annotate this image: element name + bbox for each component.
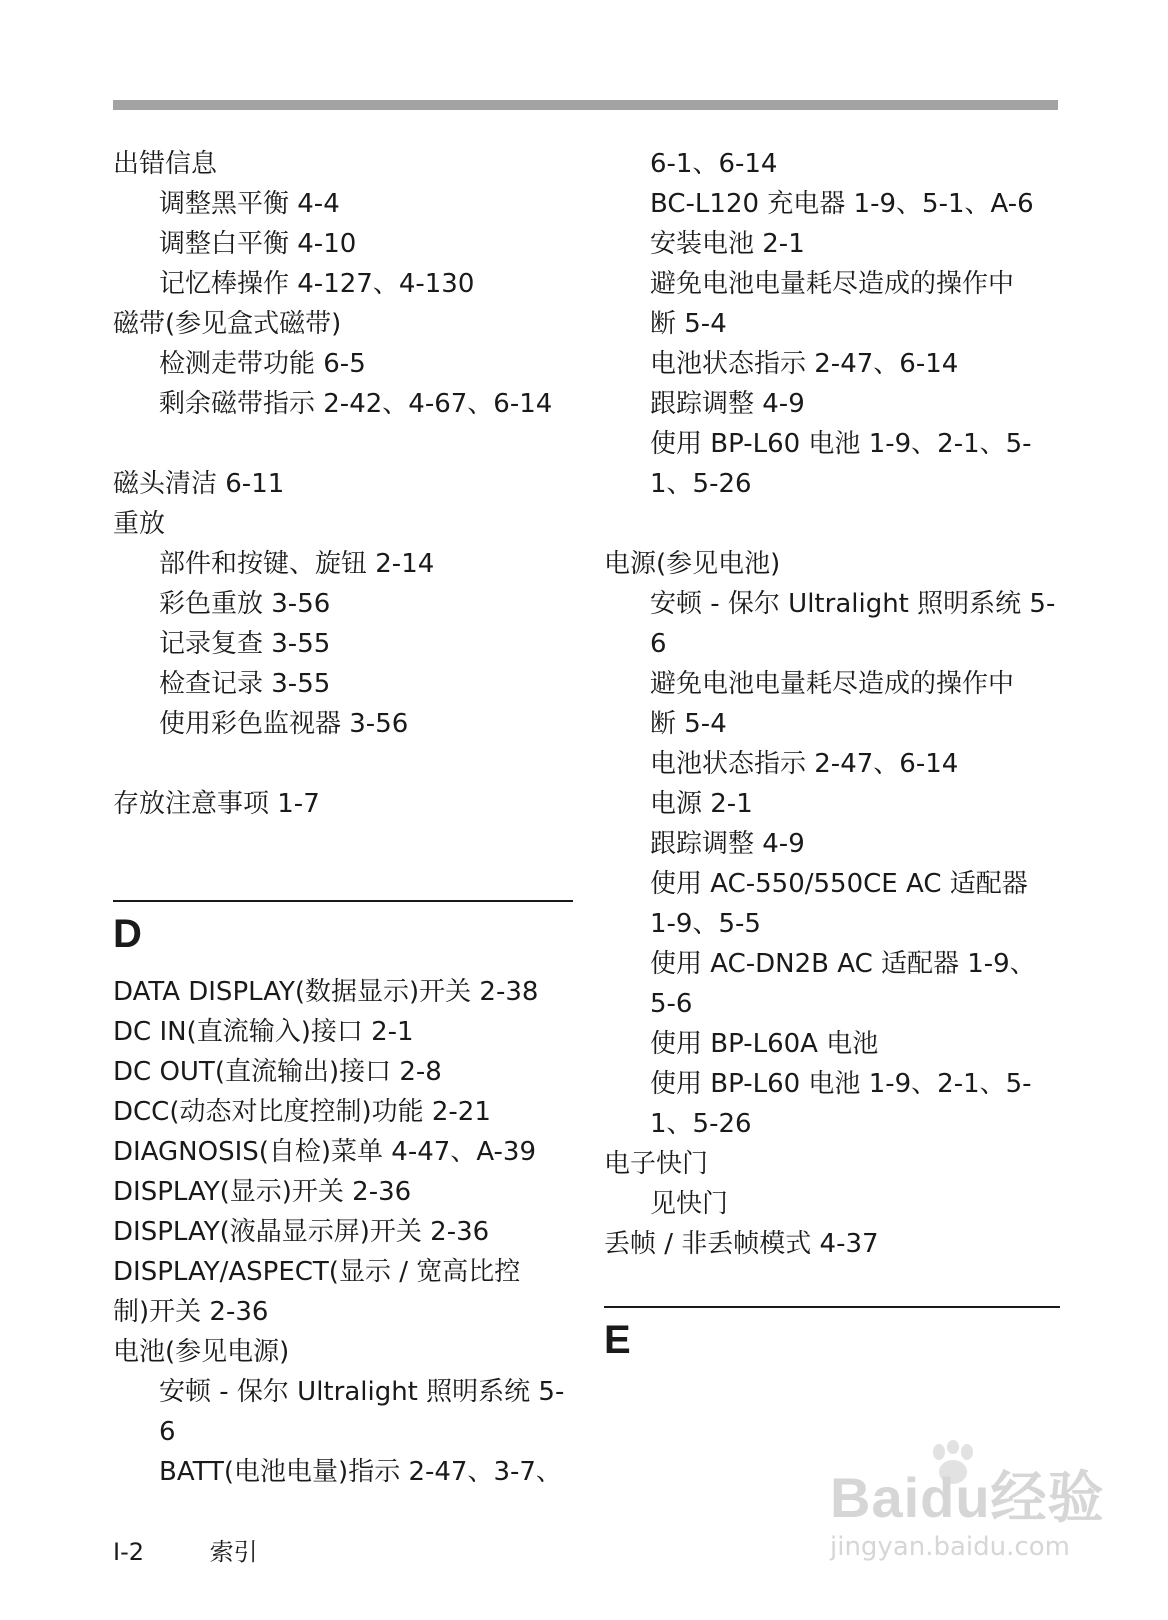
index-entry: 电源(参见电池) (604, 549, 781, 579)
blank-line (113, 744, 573, 784)
index-entry: DISPLAY/ASPECT(显示 / 宽高比控 (113, 1257, 521, 1287)
index-subentry: 部件和按键、旋钮 2-14 (159, 549, 435, 579)
index-entry: 制)开关 2-36 (113, 1297, 269, 1327)
index-subentry: 检测走带功能 6-5 (159, 349, 366, 379)
index-subentry: 调整白平衡 4-10 (159, 229, 357, 259)
section-label: 索引 (209, 1538, 258, 1566)
index-entry: DC OUT(直流输出)接口 2-8 (113, 1057, 442, 1087)
index-subentry: 安顿 - 保尔 Ultralight 照明系统 5- (159, 1377, 565, 1407)
index-subentry: 避免电池电量耗尽造成的操作中 (650, 269, 1015, 299)
index-subentry: 6 (650, 629, 667, 659)
index-subentry: BC-L120 充电器 1-9、5-1、A-6 (650, 189, 1034, 219)
blank-line (113, 424, 573, 464)
index-subentry: 电池状态指示 2-47、6-14 (650, 349, 959, 379)
index-subentry: 安装电池 2-1 (650, 229, 805, 259)
index-entry: DC IN(直流输入)接口 2-1 (113, 1017, 414, 1047)
index-entry: 重放 (113, 509, 166, 539)
index-subentry: 跟踪调整 4-9 (650, 829, 805, 859)
index-subentry: 见快门 (650, 1189, 729, 1219)
section-letter-e: E (604, 1318, 631, 1362)
index-entry: 磁带(参见盒式磁带) (113, 309, 342, 339)
index-subentry: 调整黑平衡 4-4 (159, 189, 340, 219)
section-spacer (604, 1264, 1060, 1304)
index-subentry: 电池状态指示 2-47、6-14 (650, 749, 959, 779)
index-subentry: 断 5-4 (650, 309, 727, 339)
index-subentry: 6-1、6-14 (650, 149, 778, 179)
index-subentry: 使用彩色监视器 3-56 (159, 709, 409, 739)
index-entries-d-continued (604, 144, 1060, 1264)
index-entry: 出错信息 (113, 149, 218, 179)
index-subentry: 使用 BP-L60 电池 1-9、2-1、5- (650, 429, 1032, 459)
index-subentry: 断 5-4 (650, 709, 727, 739)
index-subentry: 检查记录 3-55 (159, 669, 331, 699)
index-subentry: 记忆棒操作 4-127、4-130 (159, 269, 475, 299)
index-entry: DISPLAY(显示)开关 2-36 (113, 1177, 412, 1207)
index-subentry: 安顿 - 保尔 Ultralight 照明系统 5- (650, 589, 1056, 619)
index-subentry: 1-9、5-5 (650, 909, 761, 939)
index-subentry: 1、5-26 (650, 469, 752, 499)
index-column-right (604, 144, 1060, 1378)
index-subentry: 剩余磁带指示 2-42、4-67、6-14 (159, 389, 553, 419)
index-subentry: 记录复查 3-55 (159, 629, 331, 659)
index-entry: 存放注意事项 1-7 (113, 789, 320, 819)
index-subentry: 电源 2-1 (650, 789, 753, 819)
page-number: I-2 (113, 1538, 145, 1566)
index-subentry: 5-6 (650, 989, 693, 1019)
index-subentry: 彩色重放 3-56 (159, 589, 331, 619)
page-footer (113, 1532, 316, 1567)
index-entry: DATA DISPLAY(数据显示)开关 2-38 (113, 977, 539, 1007)
index-entries-c (113, 144, 573, 824)
watermark-url: jingyan.baidu.com (830, 1532, 1070, 1562)
index-column-left (113, 144, 573, 1492)
index-subentry: 使用 BP-L60A 电池 (650, 1029, 879, 1059)
watermark-logo: Baidu经验 (830, 1466, 1105, 1529)
index-subentry: 跟踪调整 4-9 (650, 389, 805, 419)
index-subentry: 使用 BP-L60 电池 1-9、2-1、5- (650, 1069, 1032, 1099)
index-subentry: BATT(电池电量)指示 2-47、3-7、 (159, 1457, 562, 1487)
index-entry: 丢帧 / 非丢帧模式 4-37 (604, 1229, 879, 1259)
section-spacer (113, 824, 573, 898)
index-entries-d (113, 972, 573, 1492)
index-subentry: 使用 AC-550/550CE AC 适配器 (650, 869, 1028, 899)
index-entry: DIAGNOSIS(自检)菜单 4-47、A-39 (113, 1137, 536, 1167)
index-subentry: 1、5-26 (650, 1109, 752, 1139)
index-subentry: 避免电池电量耗尽造成的操作中 (650, 669, 1015, 699)
index-entry: 磁头清洁 6-11 (113, 469, 285, 499)
baidu-watermark (830, 1440, 1130, 1570)
index-subentry: 6 (159, 1417, 176, 1447)
index-entry: 电子快门 (604, 1149, 709, 1179)
header-rule (113, 100, 1058, 110)
index-entry: 电池(参见电源) (113, 1337, 290, 1367)
blank-line (604, 504, 1060, 544)
index-subentry: 使用 AC-DN2B AC 适配器 1-9、 (650, 949, 1036, 979)
section-letter-d: D (113, 912, 142, 956)
index-entry: DCC(动态对比度控制)功能 2-21 (113, 1097, 491, 1127)
index-entry: DISPLAY(液晶显示屏)开关 2-36 (113, 1217, 490, 1247)
